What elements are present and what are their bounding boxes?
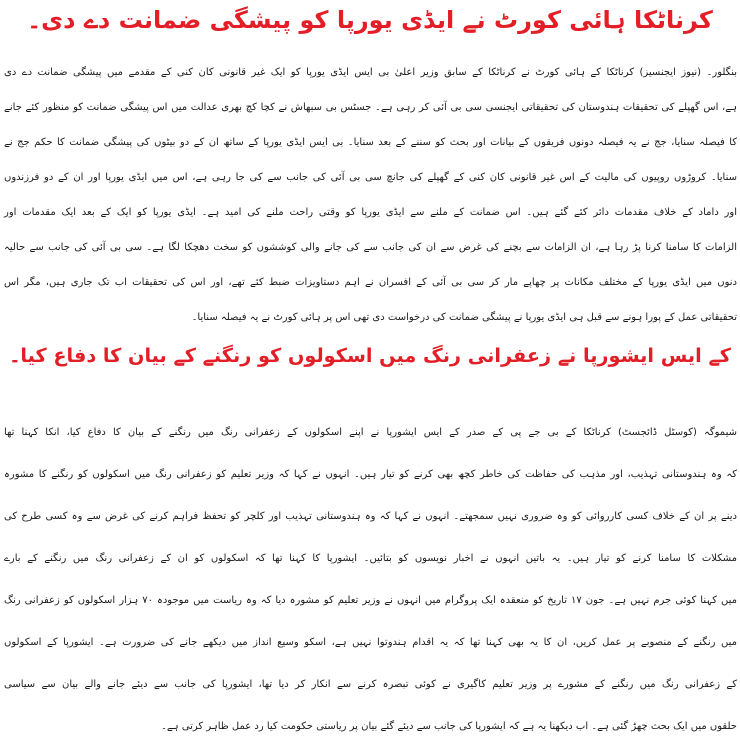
article-headline: کرناٹکا ہائی کورٹ نے ایڈی یورپا کو پیشگی ضمانت دے دی۔ [27,6,713,34]
article-body-line: دنوں میں ایڈی یورپا کے مختلف مکانات پر چھاپے مار کر سی بی آئی کے افسران نے اہم دستاویزات ضبط کئے تھے، اور اس کی تحقیقات اب تک جاری ہیں، مگر اس [4,277,737,288]
article-body [3,412,737,748]
article-body-line: تحقیقاتی عمل کے پورا ہونے سے قبل ہی ایڈی یورپا نے پیشگی ضمانت کی درخواست دی تھی اس پر ہائی کورٹ نے یہ فیصلہ سنایا۔ [191,312,737,323]
article-body-line: شیموگہ (کوسٹل ڈائجسٹ) کرناٹکا کے بی جے پی کے صدر کے ایس ایشورپا نے اپنے اسکولوں کے زعفرانی رنگ میں رنگنے کے بیان کا دفاع کیا، انکا کہنا تھا [4,427,737,438]
article-body-line: ہے، اس گھپلے کی تحقیقات ہندوستان کی تحقیقاتی ایجنسی سی بی آئی کر رہی ہے۔ جسٹس بی سبھاش نے کچا کچ بھری عدالت میں اس پیشگی ضمانت کو منظور کئے جانے [4,102,737,113]
article-body-line: مشکلات کا سامنا کرنے کو تیار ہیں۔ یہ باتیں انہوں نے اخبار نویسوں کو بتائیں۔ ایشورپا کا کہنا تھا کہ اسکولوں کو ان کے زعفرانی رنگ میں رنگنے کے بارے [4,553,737,564]
article-body-line: سنایا۔ کروڑوں روپیوں کی مالیت کے اس غیر قانونی کان کنی کے گھپلے کی جانچ سی بی آئی کی جانب سے کی جا رہی ہے، اس میں ایڈی یورپا اور ان کے دو فرزندوں [4,172,737,183]
article-body-line: بنگلور۔ (نیوز ایجنسیز) کرناٹکا کے ہائی کورٹ نے کرناٹکا کے سابق وزیر اعلیٰ بی ایس ایڈی یورپا کو ایک غیر قانونی کان کنی کے مقدمے میں پیشگی ضمانت دے دی [4,67,737,78]
article-headline: کے ایس ایشورپا نے زعفرانی رنگ میں اسکولوں کو رنگنے کے بیان کا دفاع کیا۔ [9,344,731,367]
article-body-line: کا فیصلہ سنایا، جج نے یہ فیصلہ دونوں فریقوں کے بیانات اور بحث کو سننے کے بعد سنایا۔ بی ایس ایڈی یورپا کے ساتھ ان کے دو بیٹوں کی پیشگی ضمانت کا حکم جج نے [4,137,737,148]
article-body-line: دینے پر ان کے خلاف کسی کارروائی کو وہ ضروری نہیں سمجھتے۔ انہوں نے کہا کہ وہ ہندوستانی تہذیب اور کلچر کو تحفظ فراہم کرنے کی غرض سے وہ کسی طرح کی [4,511,737,522]
article-body-line: میں رنگنے کے منصوبے پر عمل کریں، ان کا یہ بھی کہنا تھا کہ یہ اقدام ہندوتوا نہیں ہے، اسکو وسیع انداز میں دیکھے جانے کی ضرورت ہے۔ ایشورپا کے اسکولوں [4,637,737,648]
article-body-line: میں کہنا کوئی جرم نہیں ہے۔ جون ۱۷ تاریخ کو منعقدہ ایک پروگرام میں انہوں نے وزیر تعلیم کو مشورہ دیا کہ وہ ریاست میں موجودہ ۷۰ ہزار اسکولوں کو زعفرانی رنگ [4,595,737,606]
article-body-line: کہ وہ ہندوستانی تہذیب، اور مذہب کی حفاظت کی خاطر کچھ بھی کرنے کو تیار ہیں۔ انہوں نے کہا کہ وزیر تعلیم کو زعفرانی رنگ میں اسکولوں کو رنگنے کا مشورہ [4,469,737,480]
article-body [3,55,737,335]
article-body-line: کے زعفرانی رنگ میں رنگنے کے مشورے پر وزیر تعلیم کاگیری نے کوئی تبصرہ کرنے سے انکار کر دیا تھا، ایشورپا کی جانب سے دیئے جانے والے بیان سے سیاسی [4,679,737,690]
article-body-line: حلقوں میں ایک بحث چھڑ گئی ہے۔ اب دیکھنا یہ ہے کہ ایشورپا کی جانب سے دیئے گئے بیان پر ریاستی حکومت کیا رد عمل ظاہر کرتی ہے۔ [161,721,737,732]
article-body-line: الزامات کا سامنا کرنا پڑ رہا ہے، ان الزامات سے بچنے کی غرض سے ان کی جانب سے کی جانے والی کوششوں کو سخت دھچکا لگا ہے۔ سی بی آئی کی جانب سے حالیہ [4,242,737,253]
article-body-line: اور داماد کے خلاف مقدمات دائر کئے گئے ہیں۔ اس ضمانت کے ملنے سے ایڈی یورپا کو وقتی راحت ملنے کی امید ہے۔ ایڈی یورپا کو ایک کے بعد ایک مقدمات اور [4,207,737,218]
